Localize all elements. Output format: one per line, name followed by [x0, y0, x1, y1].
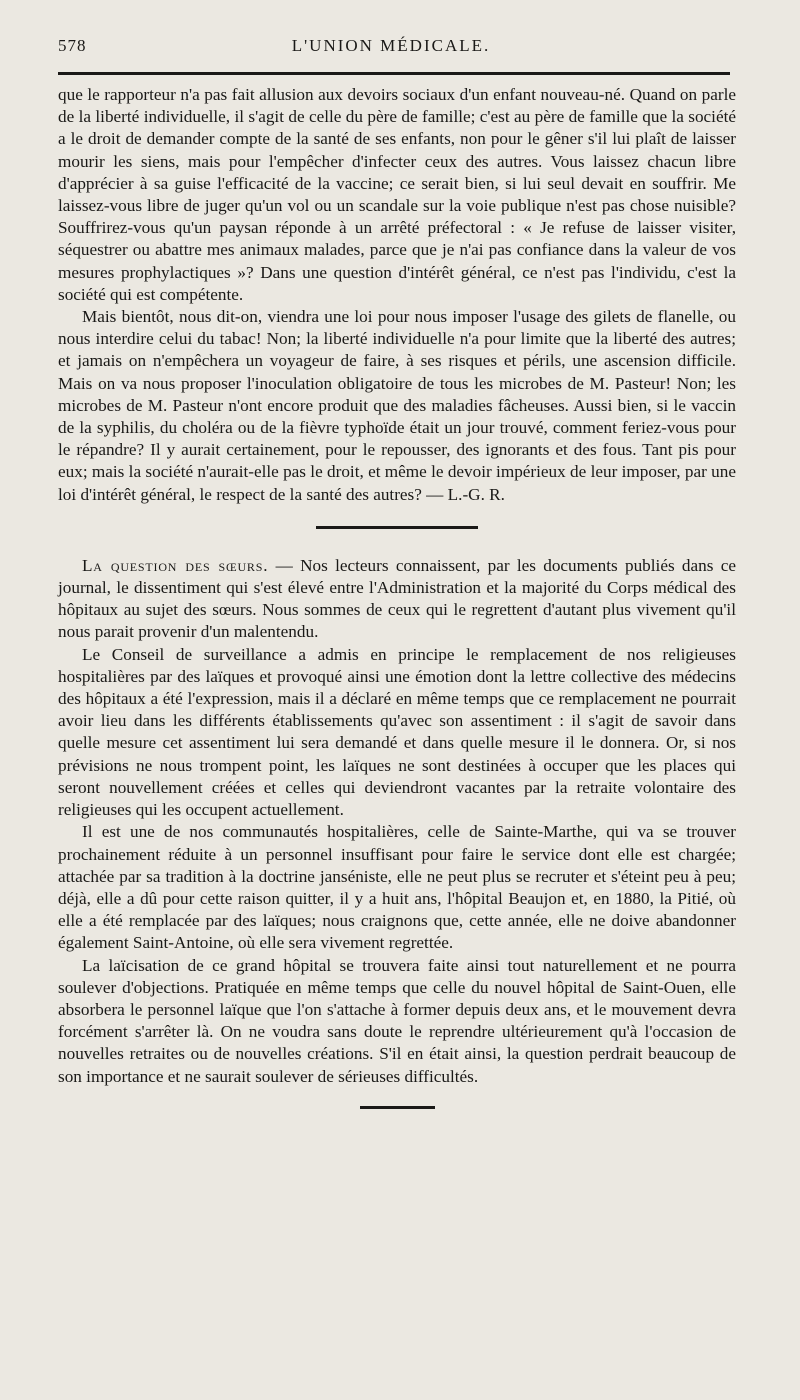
page-number: 578: [58, 36, 87, 55]
paragraph-6: La laïcisation de ce grand hôpital se trouvera faite ainsi tout naturellement et ne pourra soulever d'objections. Pratiquée en même temps que celle du nouvel hôpital de Saint-Ouen, elle absorbera le personnel laïque que l'on s'attache à former depuis deux ans, et le mouvement devra forcément s'arrêter là. On ne voudra sans doute le reprendre ultérieurement qu'à l'occasion de nouvelles retraites ou de nouvelles créations. S'il en était ainsi, la question perdrait beaucoup de son importance et ne saurait soulever de sérieuses difficultés.: [58, 955, 736, 1086]
header-rule: [58, 72, 730, 75]
paragraph-2: [58, 306, 736, 506]
paragraph-2-text: Mais bientôt, nous dit-on, viendra une loi pour nous imposer l'usage des gilets de flanelle, ou nous interdire celui du tabac! Non; la liberté individuelle n'a pour limite que la liberté des autres; et jamais on n'empêchera un voyageur de faire, à ses risques et périls, une ascension difficile. Mais on va nous proposer l'inoculation obligatoire de tous les microbes de M. Pasteur! Non; les microbes de M. Pasteur n'ont encore produit que des maladies fâcheuses. Aussi bien, si le vaccin de la syphilis, du choléra ou de la fièvre typhoïde était un jour trouvé, comment feriez-vous pour le répandre? Il y aurait certainement, pour le repousser, des ignorants et des fous. Tant pis pour eux; mais la société n'aurait-elle pas le droit, et même le devoir impérieux de leur imposer, par une loi d'intérêt général, le respect de la santé des autres?: [58, 307, 736, 504]
paragraph-4: Le Conseil de surveillance a admis en principe le remplacement de nos religieuses hospitalières par des laïques et provoqué ainsi une émotion dont la lettre collective des médecins des hôpitaux a été l'expression, mais il a déclaré en même temps que ce remplacement ne pourrait avoir lieu dans les différents établissements qu'avec son assentiment : il s'agit de savoir dans quelle mesure cet assentiment lui sera demandé et dans quelle mesure il le donnera. Or, si nos prévisions ne nous trompent point, les laïques ne sont destinées à occuper que les places qui seront nouvellement créées et celles qui deviendront vacantes par la retraite volontaire des religieuses qui les occupent actuellement.: [58, 644, 736, 820]
section-separator: [316, 526, 478, 529]
paragraph-5: Il est une de nos communautés hospitalières, celle de Sainte-Marthe, qui va se trouver prochainement réduite à un personnel insuffisant pour faire le service dont elle est chargée; attachée par sa tradition à la doctrine janséniste, elle ne peut plus se recruter et s'éteint peu à peu; déjà, elle a dû pour cette raison quitter, il y a huit ans, l'hôpital Beaujon et, en 1880, la Pitié, où elle a été remplacée par des laïques; nous craignons que, cette année, elle ne doive abandonner également Saint-Antoine, où elle sera vivement regrettée.: [58, 822, 736, 953]
paragraph-3: [58, 555, 736, 644]
author-signature: — L.-G. R.: [426, 484, 505, 504]
paragraph-1: que le rapporteur n'a pas fait allusion aux devoirs sociaux d'un enfant nouveau-né. Quand on parle de la liberté individuelle, il s'agit de celle du père de famille; c'est au père de famille que la société a le droit de demander compte de la santé de ses enfants, non pour le gêner s'il lui plaît de laisser mourir les siens, mais pour l'empêcher d'infecter ceux des autres. Vous laissez chacun libre d'apprécier à sa guise l'efficacité de la vaccine; ce serait bien, si lui seul devait en souffrir. Me laissez-vous libre de juger qu'un vol ou un scandale sur la voie publique n'est pas chose nuisible? Souffrirez-vous qu'un paysan réponde à un arrêté préfectoral : « Je refuse de laisser visiter, séquestrer ou abattre mes animaux malades, parce que je n'ai pas confiance dans la valeur de vos mesures prophylactiques »? Dans une question d'intérêt général, ce n'est pas l'individu, c'est la société qui est compétente.: [58, 85, 736, 304]
article-question-des-soeurs: [58, 555, 736, 1088]
section-title: La question des sœurs.: [82, 555, 269, 575]
paragraph-3-text: — Nos lecteurs connaissent, par les documents publiés dans ce journal, le dissentiment qui s'est élevé entre l'Administration et la majorité du Corps médical des hôpitaux au sujet des sœurs. Nous sommes de ceux qui le regrettent d'autant plus vivement qu'il nous parait provenir d'un malentendu.: [58, 555, 736, 642]
article-vaccination: [58, 84, 736, 506]
running-title: L'UNION MÉDICALE.: [291, 36, 491, 55]
page-header: [58, 32, 724, 62]
end-separator: [360, 1106, 435, 1109]
page-content: [58, 84, 736, 1109]
